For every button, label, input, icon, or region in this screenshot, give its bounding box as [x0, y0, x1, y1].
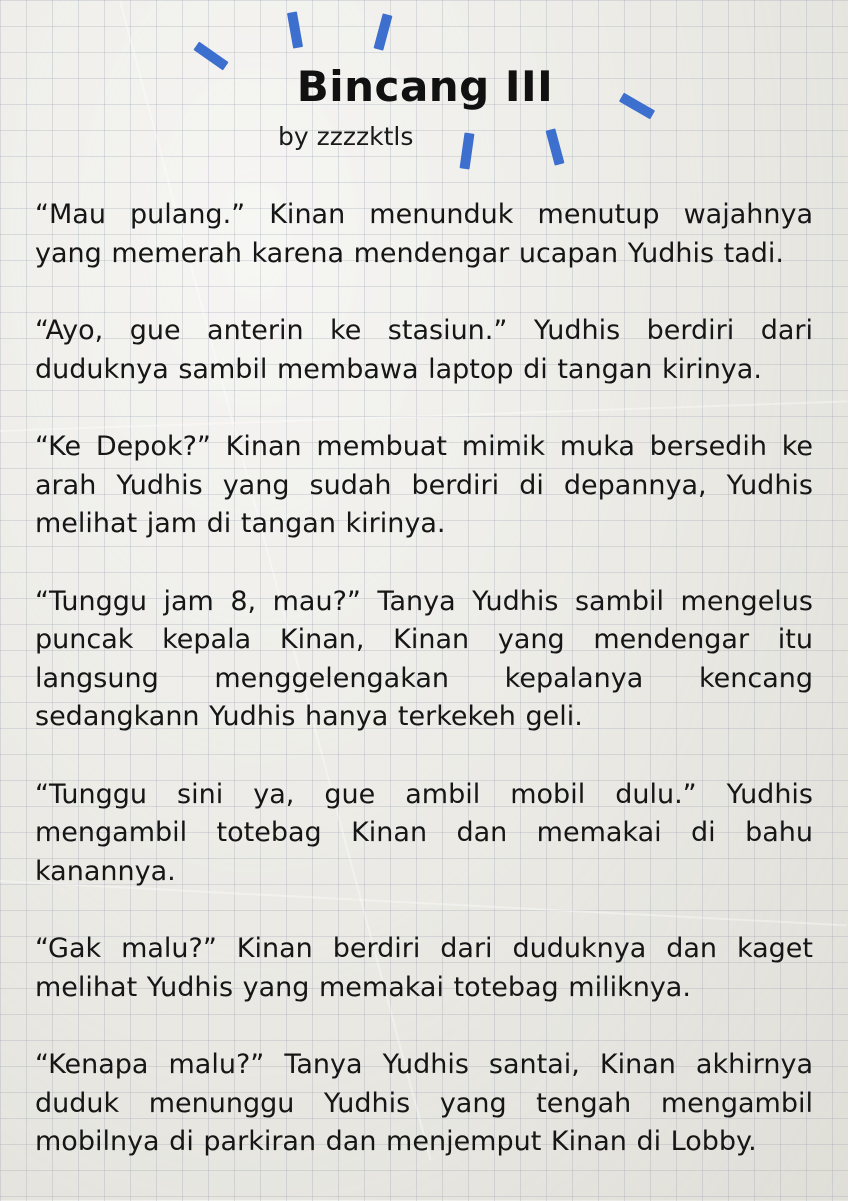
story-paragraph: “Kenapa malu?” Tanya Yudhis santai, Kinan akhirnya duduk menunggu Yudhis yang tengah mengambil mobilnya di parkiran dan menjemput Kinan di Lobby. [35, 1049, 813, 1157]
author-byline: by zzzzktls [278, 122, 414, 151]
story-paragraph: “Mau pulang.” Kinan menunduk menutup wajahnya yang memerah karena mendengar ucapan Yudhis tadi. [35, 199, 813, 269]
story-body [35, 196, 813, 1201]
story-paragraph: “Ayo, gue anterin ke stasiun.” Yudhis berdiri dari duduknya sambil membawa laptop di tangan kirinya. [35, 315, 813, 385]
story-paragraph: “Ke Depok?” Kinan membuat mimik muka bersedih ke arah Yudhis yang sudah berdiri di depannya, Yudhis melihat jam di tangan kirinya. [35, 431, 813, 539]
ray-icon [460, 132, 475, 169]
ray-icon [374, 13, 393, 50]
ray-icon [287, 11, 303, 48]
story-paragraph: “Tunggu jam 8, mau?” Tanya Yudhis sambil mengelus puncak kepala Kinan, Kinan yang mendengar itu langsung menggelengakan kepalanya kencang sedangkann Yudhis hanya terkekeh geli. [35, 585, 813, 732]
ray-icon [546, 128, 565, 165]
story-paragraph: “Gak malu?” Kinan berdiri dari duduknya dan kaget melihat Yudhis yang memakai totebag miliknya. [35, 933, 813, 1003]
page-title: Bincang III [296, 62, 554, 111]
story-paragraph: “Tunggu sini ya, gue ambil mobil dulu.” Yudhis mengambil totebag Kinan dan memakai di bahu kanannya. [35, 778, 813, 887]
